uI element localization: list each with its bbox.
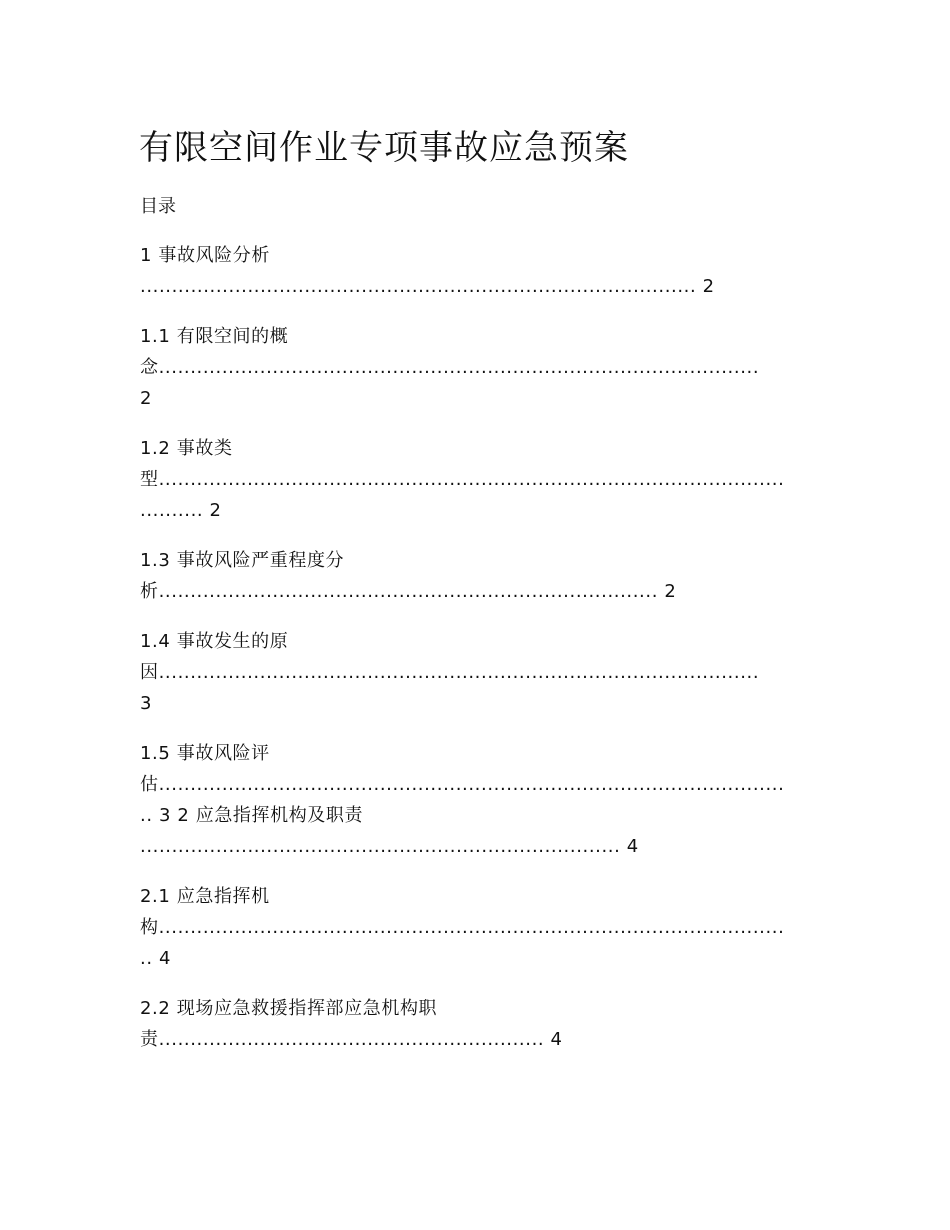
table-of-contents [140,240,810,1074]
page-title: 有限空间作业专项事故应急预案 [139,128,629,168]
toc-entry-text: 1.2 事故类 型................................................................................................... .......... 2 [140,438,785,521]
toc-entry-text: 1.3 事故风险严重程度分 析............................................................................... 2 [140,550,677,602]
toc-entry[interactable] [140,545,810,607]
toc-entry[interactable] [140,993,810,1055]
toc-heading: 目录 [140,196,176,217]
toc-entry[interactable] [140,626,810,719]
toc-entry[interactable] [140,881,810,974]
toc-entry-text: 2.1 应急指挥机 构................................................................................................... .. 4 [140,886,785,969]
toc-entry[interactable] [140,321,810,414]
toc-entry[interactable] [140,240,810,302]
toc-entry-text: 1.5 事故风险评 估................................................................................................... .. 3 2 应急指挥机构及职责 ............................................................................ 4 [140,743,785,857]
toc-entry[interactable] [140,738,810,862]
toc-entry-text: 1.4 事故发生的原 因............................................................................................... 3 [140,631,760,714]
toc-entry-text: 2.2 现场应急救援指挥部应急机构职 责............................................................. 4 [140,998,563,1050]
toc-entry-text: 1 事故风险分析 ........................................................................................ 2 [140,245,715,297]
toc-entry-text: 1.1 有限空间的概 念............................................................................................... 2 [140,326,760,409]
toc-entry[interactable] [140,433,810,526]
